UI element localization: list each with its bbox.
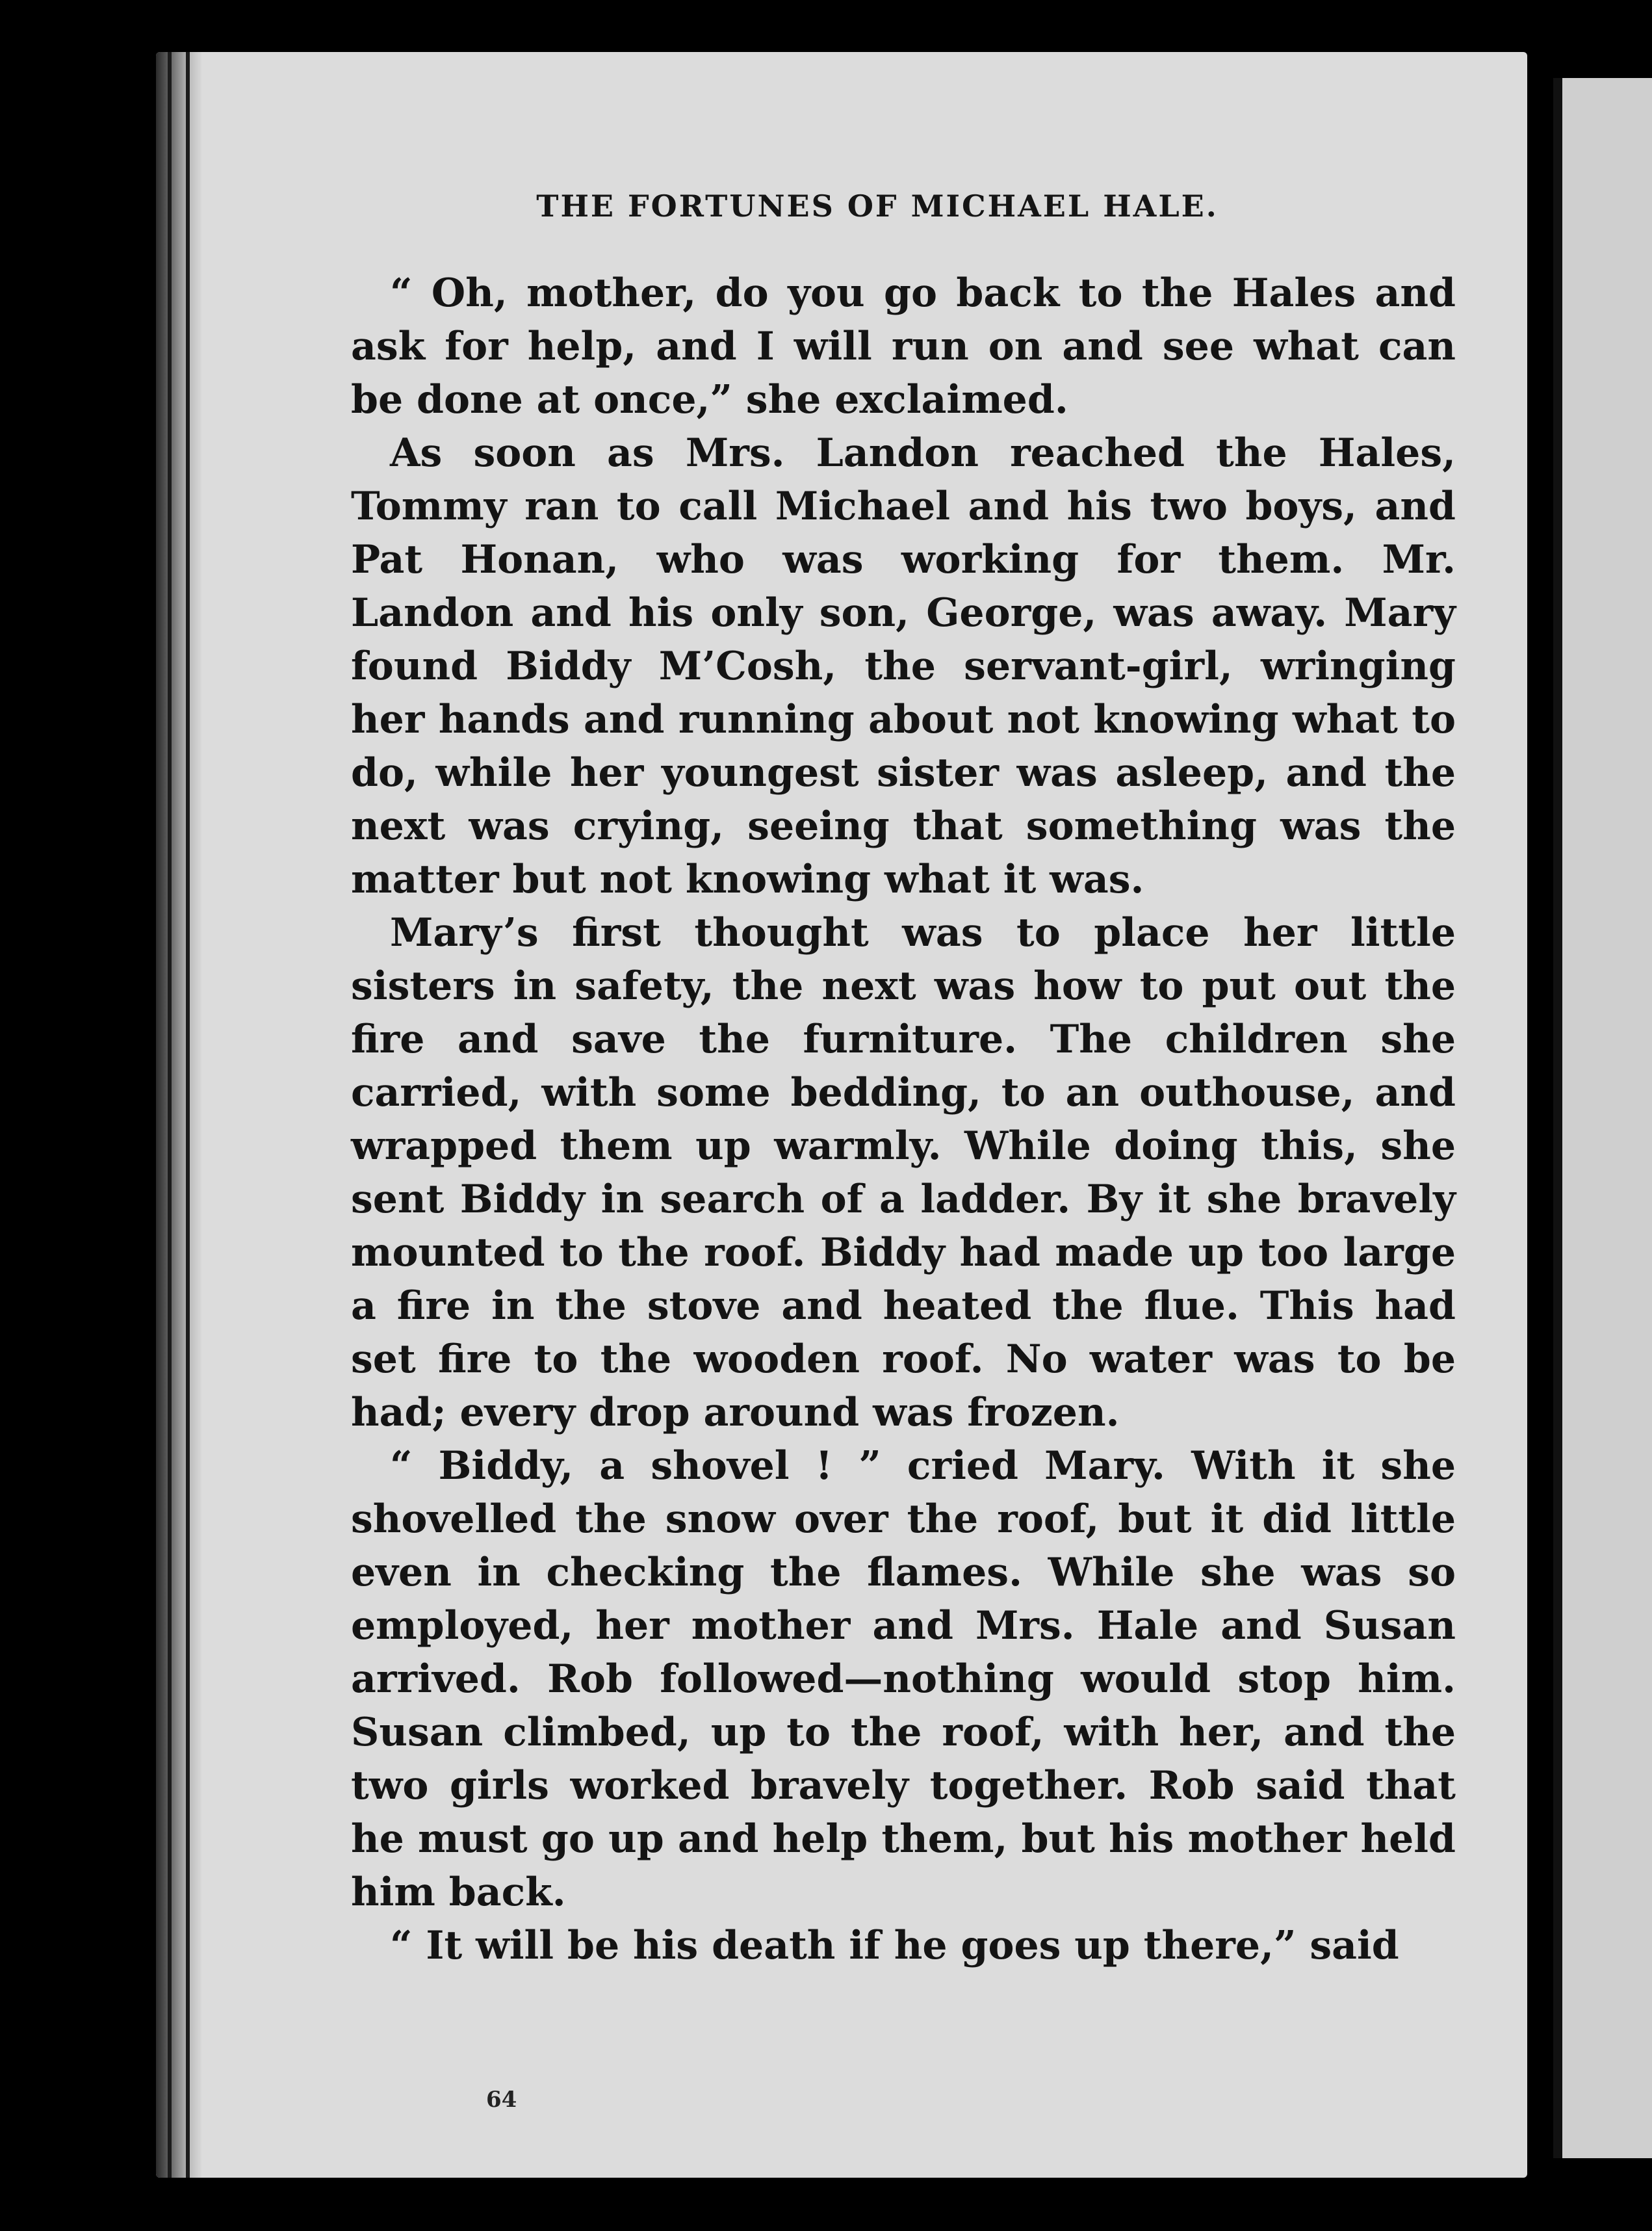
- page-number: 64: [486, 2087, 517, 2113]
- binding-line: [168, 52, 172, 2178]
- adjacent-page-edge: [1553, 78, 1652, 2158]
- binding-line: [186, 52, 190, 2178]
- paragraph: Mary’s first thought was to place her little sisters in safety, the next was how to put out the fire and save the furniture. The children she carried, with some bedding, to an outhouse, and wrapped them up warmly. While doing this, she sent Biddy in search of a ladder. By it she bravely mounted to the roof. Biddy had made up too large a fire in the stove and heated the flue. This had set fire to the wooden roof. No water was to be had; every drop around was frozen.: [351, 910, 1456, 1435]
- body-text: [351, 267, 1456, 1972]
- binding-edge: [156, 52, 201, 2178]
- paragraph: “ Biddy, a shovel ! ” cried Mary. With it she shovelled the snow over the roof, but it did little even in checking the flames. While she was so employed, her mother and Mrs. Hale and Susan arrived. Rob followed—nothing would stop him. Susan climbed, up to the roof, with her, and the two girls worked bravely together. Rob said that he must go up and help them, but his mother held him back.: [351, 1443, 1456, 1915]
- paragraph: As soon as Mrs. Landon reached the Hales, Tommy ran to call Michael and his two boys, and Pat Honan, who was working for them. Mr. Landon and his only son, George, was away. Mary found Biddy M’Cosh, the servant-girl, wringing her hands and running about not knowing what to do, while her youngest sister was asleep, and the next was crying, seeing that something was the matter but not knowing what it was.: [351, 430, 1456, 902]
- paragraph: “ It will be his death if he goes up there,” said: [390, 1923, 1399, 1968]
- running-head: THE FORTUNES OF MICHAEL HALE.: [536, 189, 1219, 224]
- book-page: [156, 52, 1527, 2178]
- paragraph: “ Oh, mother, do you go back to the Hales and ask for help, and I will run on and see what can be done at once,” she exclaimed.: [351, 270, 1456, 423]
